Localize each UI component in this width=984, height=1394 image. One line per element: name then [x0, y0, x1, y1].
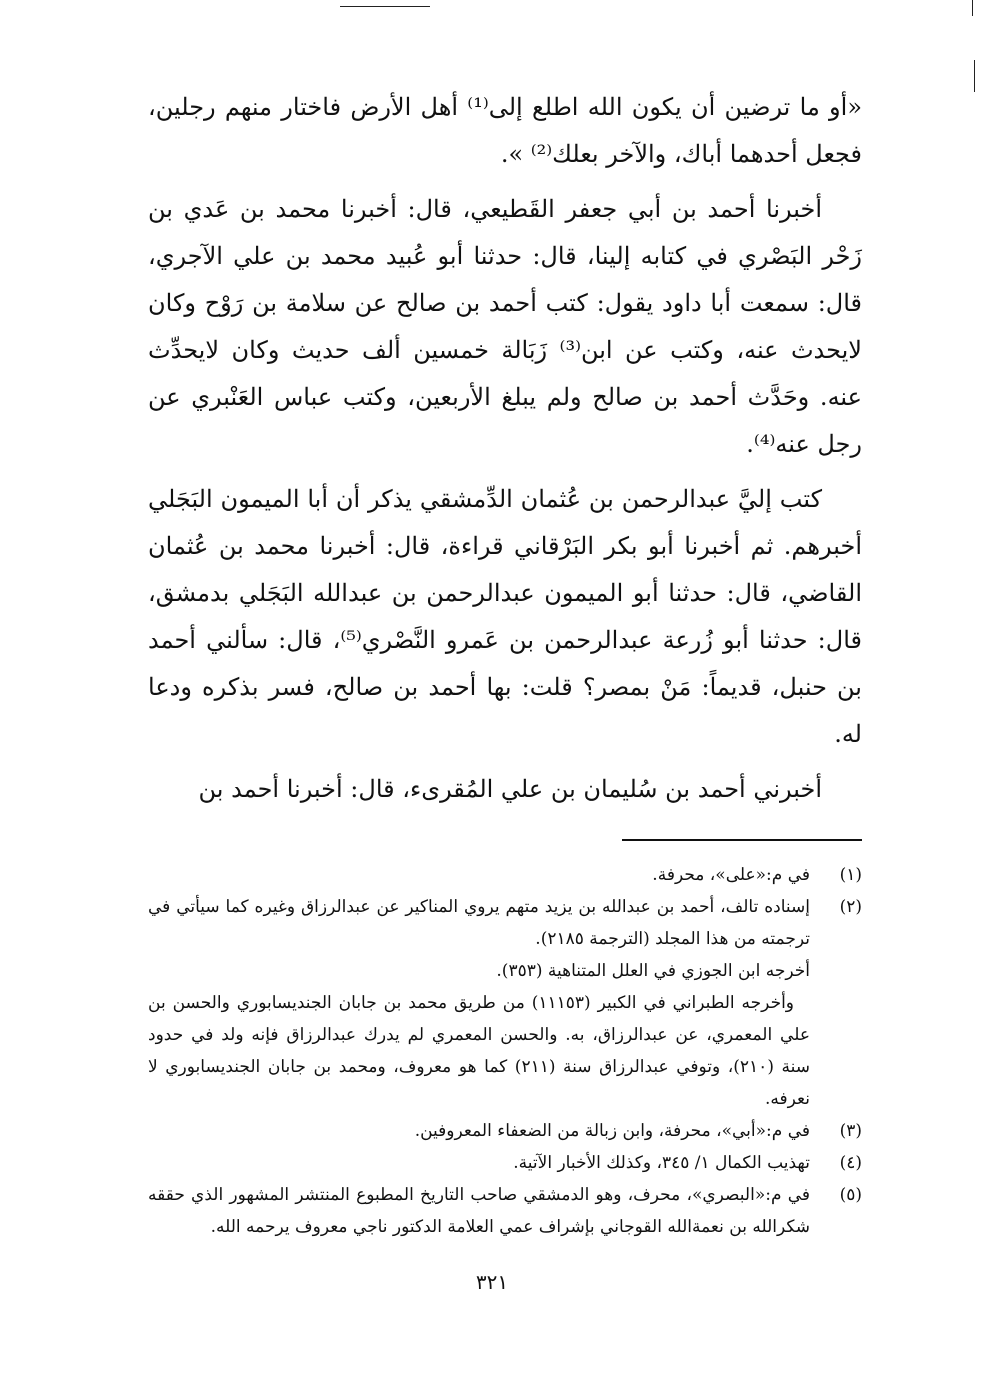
footnote-3 — [148, 1115, 862, 1147]
footnote-number: (٣) — [839, 1121, 862, 1141]
footnote-5 — [148, 1179, 862, 1243]
footnote-4 — [148, 1147, 862, 1179]
footnotes — [148, 859, 862, 1243]
paragraph-qatii-narration: أخبرنا أحمد بن أبي جعفر القَطيعي، قال: أخبرنا محمد بن عَدي بن زَحْر البَصْري في كتابه إلينا، قال: حدثنا أبو عُبيد محمد بن علي الآجري، قال: سمعت أبا داود يقول: كتب أحمد بن صالح عن سلامة بن رَوْح وكان لايحدث عنه، وكتب عن ابن⁽³⁾ زَبَالة خمسين ألف حديث وكان لايحدِّث عنه. وحَدَّث أحمد بن صالح ولم يبلغ الأربعين، وكتب عباس العَنْبري عن رجل عنه⁽⁴⁾. — [148, 195, 862, 458]
footnote-text: تهذيب الكمال ١/ ٣٤٥، وكذلك الأخبار الآتية. — [513, 1153, 810, 1173]
footnote-text: في م:«البصري»، محرف، وهو الدمشقي صاحب التاريخ المطبوع المنتشر المشهور الذي حققه شكرالله بن نعمةالله القوجاني بإشراف عمي العلامة الدكتور ناجي معروف يرحمه الله. — [148, 1185, 810, 1237]
footnote-separator — [622, 839, 862, 841]
scan-mark-right-top — [972, 0, 973, 16]
paragraph-muqri-narration: أخبرني أحمد بن سُليمان بن علي المُقرىء، قال: أخبرنا أحمد بن — [198, 775, 822, 803]
footnote-text: وأخرجه الطبراني في الكبير (١١١٥٣) من طريق محمد بن جابان الجنديسابوري والحسن بن علي المعمري، عن عبدالرزاق، به. والحسن المعمري لم يدرك عبدالرزاق فإنه ولد في حدود سنة (٢١٠)، وتوفي عبدالرزاق سنة (٢١١) كما هو معروف، ومحمد بن جابان الجنديسابوري لا نعرفه. — [148, 993, 811, 1109]
footnote-text: في م:«على»، محرفة. — [652, 865, 810, 885]
footnote-text: أخرجه ابن الجوزي في العلل المتناهية (٣٥٣). — [496, 961, 810, 981]
scan-mark-right — [974, 60, 975, 92]
scan-mark-top — [340, 6, 430, 7]
footnote-2 — [148, 891, 862, 1115]
page-number: ٣٢١ — [475, 1270, 509, 1294]
footnote-1 — [148, 859, 862, 891]
paragraph-hadith-quote: «أو ما ترضين أن يكون الله اطلع إلى⁽¹⁾ أهل الأرض فاختار منهم رجلين، فجعل أحدهما أباك، والآخر بعلك⁽²⁾ ». — [148, 93, 863, 168]
paragraph-bajali-narration: كتب إليَّ عبدالرحمن بن عُثمان الدِّمشقي يذكر أن أبا الميمون البَجَلي أخبرهم. ثم أخبرنا أبو بكر البَرْقاني قراءة، قال: أخبرنا محمد بن عُثمان القاضي، قال: حدثنا أبو الميمون عبدالرحمن بن عبدالله البَجَلي بدمشق، قال: حدثنا أبو زُرعة عبدالرحمن بن عَمرو النَّصْري⁽⁵⁾، قال: سألني أحمد بن حنبل، قديماً: مَنْ بمصر؟ قلت: بها أحمد بن صالح، فسر بذكره ودعا له. — [148, 485, 862, 748]
footnote-number: (٢) — [839, 897, 862, 917]
footnote-text: إسناده تالف، أحمد بن عبدالله بن يزيد متهم يروي المناكير عن عبدالرزاق وغيره كما سيأتي في ترجمته من هذا المجلد (الترجمة ٢١٨٥). — [148, 897, 810, 949]
footnote-text: في م:«أبي»، محرفة، وابن زبالة من الضعفاء المعروفين. — [414, 1121, 810, 1141]
page-body — [148, 84, 862, 1243]
footnote-number: (٤) — [839, 1153, 862, 1173]
footnote-number: (١) — [839, 865, 862, 885]
footnote-number: (٥) — [839, 1185, 862, 1205]
